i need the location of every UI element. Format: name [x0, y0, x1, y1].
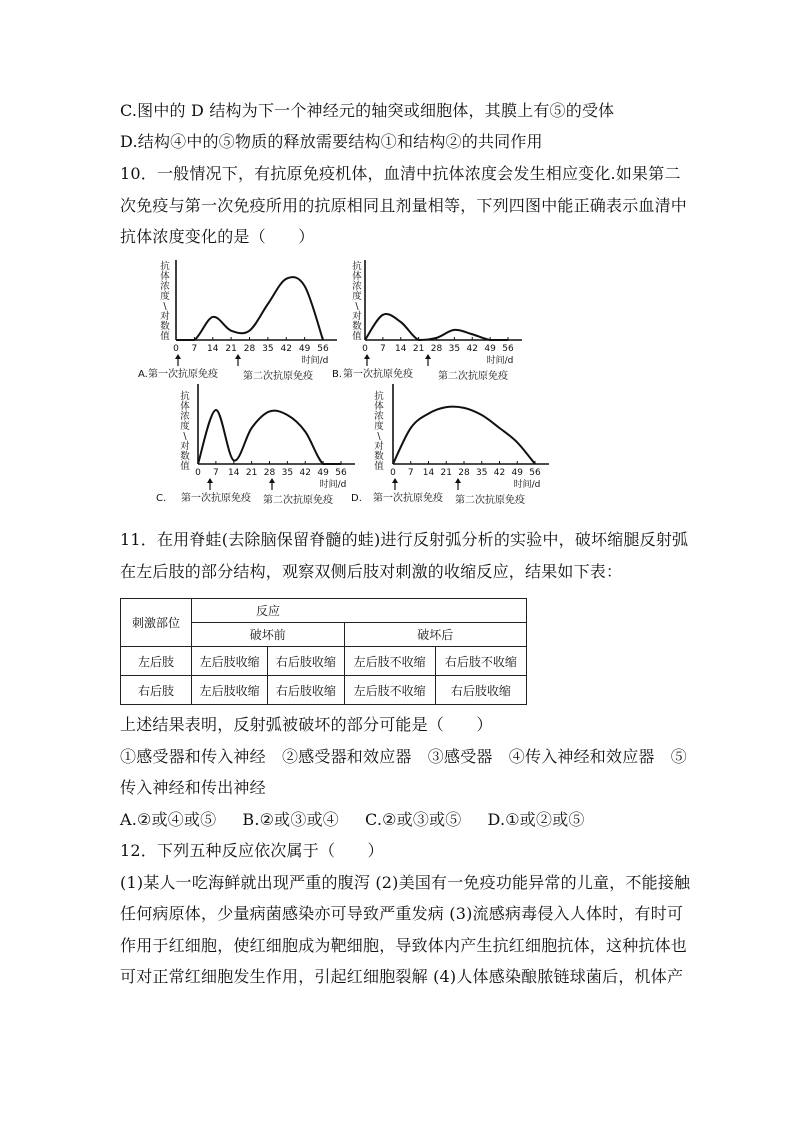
option-c: C.②或③或⑤	[364, 810, 462, 829]
arrow-head-icon	[207, 478, 213, 483]
x-tick-label: 21	[440, 468, 452, 478]
second-immunization-label: 第二次抗原免疫	[455, 495, 525, 506]
x-tick-label: 0	[173, 344, 179, 354]
first-immunization-label: 第一次抗原免疫	[343, 369, 413, 380]
x-tick-label: 7	[213, 468, 219, 478]
y-axis-label-char: \	[377, 431, 381, 442]
option-d-text: D.结构④中的⑤物质的释放需要结构①和结构②的共同作用	[120, 132, 543, 151]
x-axis-unit: 时间/d	[301, 356, 329, 366]
y-axis-label-char: 对	[374, 441, 384, 452]
y-axis-label-char: 抗	[374, 391, 384, 402]
y-axis-label-char: 度	[160, 291, 170, 302]
x-tick-label: 56	[502, 344, 514, 354]
question-12-line-5: 可对正常红细胞发生作用，引起红细胞裂解 (4)人体感染酿脓链球菌后，机体产	[120, 967, 684, 986]
x-tick-label: 14	[228, 468, 240, 478]
y-axis-label-char: 数	[374, 451, 384, 462]
arrow-head-icon	[269, 478, 275, 483]
question-10-line-2: 次免疫与第一次免疫所用的抗原相同且剂量相等，下列四图中能正确表示血清中	[120, 196, 688, 215]
y-axis-label-char: 抗	[180, 391, 190, 402]
table-cell: 右后肢收缩	[268, 647, 344, 676]
x-tick-label: 42	[280, 344, 292, 354]
table-row	[121, 647, 527, 676]
y-axis-label-char: 浓	[180, 411, 190, 422]
first-immunization-label: 第一次抗原免疫	[181, 493, 251, 504]
y-axis-label-char: 抗	[352, 261, 362, 272]
question-11-line-2: 在左后肢的部分结构，观察双侧后肢对刺激的收缩反应，结果如下表：	[120, 562, 623, 581]
y-axis-label-char: 值	[374, 461, 384, 472]
question-12-line-2: (1)某人一吃海鲜就出现严重的腹泻 (2)美国有一免疫功能异常的儿童，不能接触	[120, 873, 691, 892]
x-tick-label: 7	[380, 344, 386, 354]
y-axis-label-char: \	[355, 301, 359, 312]
y-axis-label-char: 度	[374, 421, 384, 432]
x-tick-label: 28	[430, 344, 443, 354]
antibody-curve	[198, 410, 341, 464]
table-cell: 左后肢收缩	[192, 647, 268, 676]
x-axis-unit: 时间/d	[486, 356, 514, 366]
y-axis-label-char: 体	[160, 271, 170, 282]
x-tick-label: 35	[262, 344, 274, 354]
table-header-stimulus: 刺激部位	[121, 599, 192, 647]
x-tick-label: 0	[195, 468, 201, 478]
y-axis-label-char: 值	[180, 461, 190, 472]
second-immunization-label: 第二次抗原免疫	[243, 371, 313, 382]
x-tick-label: 35	[448, 344, 461, 354]
arrow-head-icon	[364, 354, 370, 359]
x-tick-label: 14	[422, 468, 435, 478]
option-c-text: C.图中的 D 结构为下一个神经元的轴突或细胞体，其膜上有⑤的受体	[120, 101, 615, 120]
y-axis-label-char: 对	[352, 311, 362, 322]
x-tick-label: 0	[390, 468, 396, 478]
x-tick-label: 35	[281, 468, 294, 478]
table-cell: 右后肢不收缩	[435, 647, 526, 676]
first-immunization-label: 第一次抗原免疫	[148, 369, 218, 380]
y-axis-label-char: 浓	[160, 281, 170, 292]
x-tick-label: 28	[243, 344, 256, 354]
graph-option-label: B.	[332, 369, 343, 380]
y-axis-label-char: \	[163, 301, 167, 312]
x-tick-label: 49	[317, 468, 329, 478]
table-cell: 右后肢收缩	[268, 676, 344, 705]
y-axis-label-char: 值	[352, 331, 362, 342]
x-tick-label: 56	[335, 468, 347, 478]
table-cell: 左后肢收缩	[192, 676, 268, 705]
y-axis-label-char: 数	[352, 321, 362, 332]
question-10-line-1: 10．一般情况下，有抗原免疫机体，血清中抗体浓度会发生相应变化.如果第二	[120, 164, 681, 183]
y-axis-label-char: 体	[374, 401, 384, 412]
graph-option-label: C.	[156, 493, 167, 504]
table-cell: 左后肢不收缩	[344, 676, 435, 705]
arrow-head-icon	[425, 354, 431, 359]
graph-option-label: A.	[138, 369, 148, 380]
y-axis-label-char: 度	[352, 291, 362, 302]
y-axis-label-char: 体	[352, 271, 362, 282]
table-header-reaction: 反应	[192, 599, 345, 623]
antibody-graphs-figure	[0, 255, 794, 515]
x-tick-label: 21	[225, 344, 237, 354]
question-11-line-5: 传入神经和传出神经	[120, 778, 266, 797]
table-row	[121, 676, 527, 705]
table-cell: 左后肢	[121, 647, 192, 676]
x-tick-label: 7	[407, 468, 414, 478]
question-11-line-3: 上述结果表明，反射弧被破坏的部分可能是（ ）	[120, 715, 493, 734]
y-axis-label-char: 浓	[374, 411, 384, 422]
option-d: D.①或②或⑤	[487, 810, 585, 829]
x-tick-label: 14	[207, 344, 219, 354]
x-tick-label: 35	[476, 468, 488, 478]
x-tick-label: 49	[484, 344, 496, 354]
question-12-line-1: 12．下列五种反应依次属于（ ）	[120, 841, 384, 860]
x-tick-label: 49	[298, 344, 311, 354]
question-12-line-4: 作用于红细胞，使红细胞成为靶细胞，导致体内产生抗红细胞抗体，这种抗体也	[120, 936, 688, 955]
x-tick-label: 7	[191, 344, 198, 354]
y-axis-label-char: \	[183, 431, 187, 442]
antibody-curve	[176, 277, 323, 340]
reflex-results-table	[120, 598, 527, 705]
question-11-options	[120, 810, 611, 830]
arrow-head-icon	[235, 354, 241, 359]
question-10-line-3: 抗体浓度变化的是（ ）	[120, 227, 315, 246]
x-tick-label: 56	[529, 468, 541, 478]
table-cell: 左后肢不收缩	[344, 647, 435, 676]
table-header-after: 破坏后	[344, 623, 527, 647]
y-axis-label-char: 抗	[160, 261, 170, 272]
x-axis-unit: 时间/d	[319, 480, 347, 490]
arrow-head-icon	[175, 354, 181, 359]
option-b: B.②或③或④	[242, 810, 339, 829]
second-immunization-label: 第二次抗原免疫	[263, 495, 333, 506]
x-axis-unit: 时间/d	[513, 480, 541, 490]
x-tick-label: 21	[412, 344, 425, 354]
y-axis-label-char: 体	[180, 401, 190, 412]
y-axis-label-char: 数	[180, 451, 190, 462]
x-tick-label: 0	[362, 344, 368, 354]
x-tick-label: 42	[466, 344, 478, 354]
antibody-curve	[393, 407, 535, 464]
table-header-before: 破坏前	[192, 623, 345, 647]
y-axis-label-char: 度	[180, 421, 190, 432]
y-axis-label-char: 对	[180, 441, 190, 452]
x-tick-label: 42	[493, 468, 506, 478]
y-axis-label-char: 对	[160, 311, 170, 322]
antibody-curve	[365, 314, 508, 340]
x-tick-label: 14	[395, 344, 407, 354]
option-a: A.②或④或⑤	[120, 810, 217, 829]
y-axis-label-char: 值	[160, 331, 170, 342]
table-cell: 右后肢	[121, 676, 192, 705]
x-tick-label: 56	[317, 344, 329, 354]
arrow-head-icon	[455, 478, 461, 483]
question-12-line-3: 任何病原体，少量病菌感染亦可导致严重发病 (3)流感病毒侵入人体时，有时可	[120, 904, 684, 923]
second-immunization-label: 第二次抗原免疫	[438, 371, 508, 382]
x-tick-label: 49	[511, 468, 523, 478]
question-11-line-4: ①感受器和传入神经 ②感受器和效应器 ③感受器 ④传入神经和效应器 ⑤	[120, 747, 688, 766]
x-tick-label: 28	[458, 468, 470, 478]
x-tick-label: 28	[263, 468, 276, 478]
first-immunization-label: 第一次抗原免疫	[373, 493, 443, 504]
x-tick-label: 21	[245, 468, 258, 478]
question-11-line-1: 11．在用脊蛙(去除脑保留脊髓的蛙)进行反射弧分析的实验中，破坏缩腿反射弧	[120, 530, 689, 549]
y-axis-label-char: 浓	[352, 281, 362, 292]
x-tick-label: 42	[299, 468, 311, 478]
graph-option-label: D.	[351, 493, 362, 504]
table-cell: 右后肢收缩	[435, 676, 526, 705]
y-axis-label-char: 数	[160, 321, 170, 332]
arrow-head-icon	[392, 478, 398, 483]
